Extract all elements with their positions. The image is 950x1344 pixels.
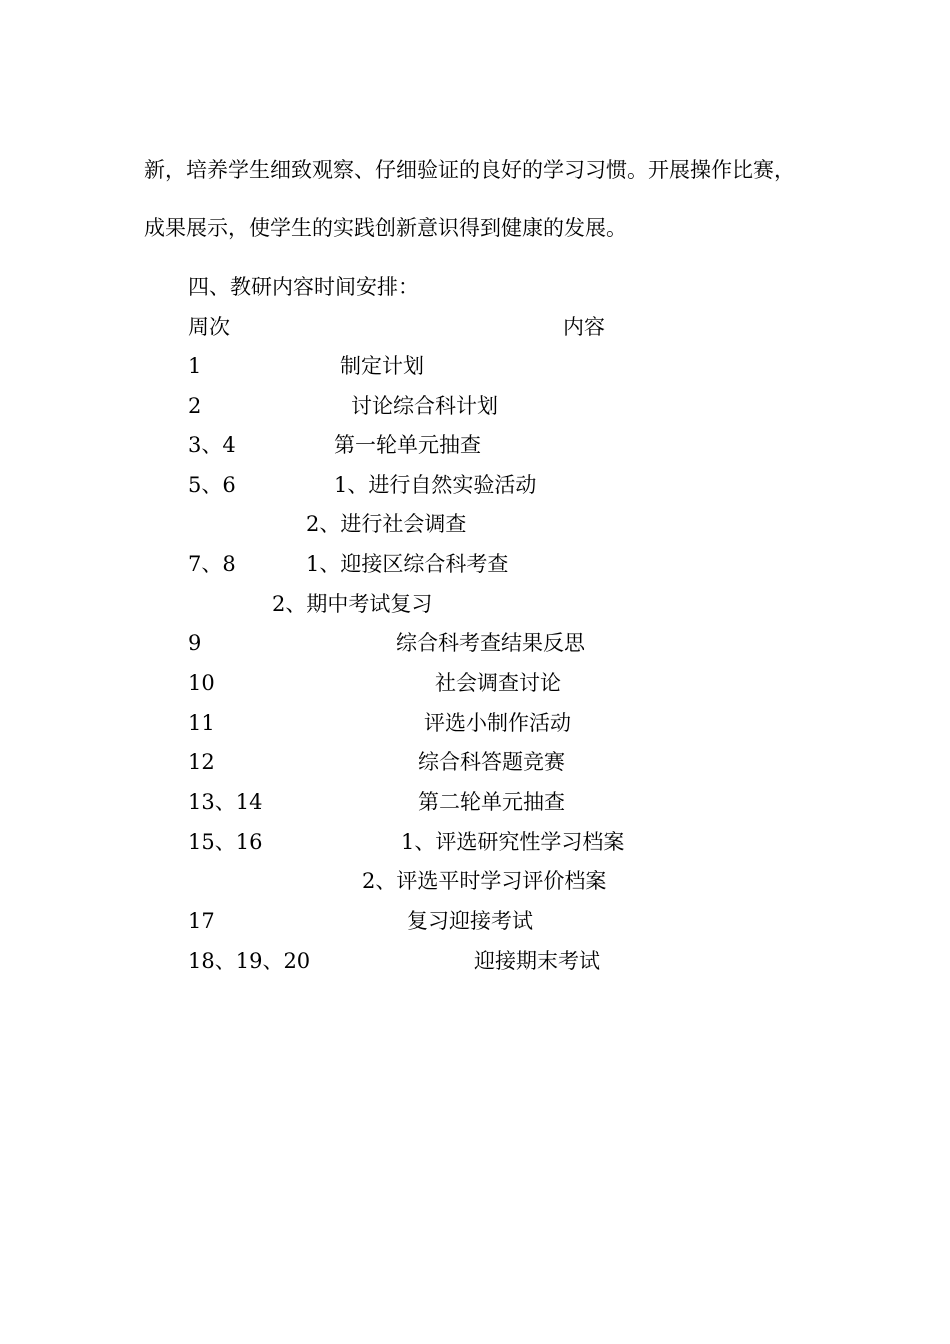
row-week: 17 bbox=[188, 909, 215, 933]
row-week: 18、19、20 bbox=[188, 949, 311, 973]
row-content: 综合科考查结果反思 bbox=[396, 631, 585, 655]
row-content: 社会调查讨论 bbox=[435, 671, 561, 695]
row-content: 1、进行自然实验活动 bbox=[334, 473, 537, 497]
row-content: 1、评选研究性学习档案 bbox=[401, 830, 625, 854]
row-content: 综合科答题竞赛 bbox=[418, 750, 565, 774]
row-week: 13、14 bbox=[188, 790, 263, 814]
row-week: 5、6 bbox=[188, 473, 236, 497]
paragraph-line-1: 新，培养学生细致观察、仔细验证的良好的学习习惯。开展操作比赛， bbox=[144, 158, 795, 182]
header-content: 内容 bbox=[563, 315, 605, 339]
row-content: 2、进行社会调查 bbox=[306, 512, 467, 536]
row-content: 迎接期末考试 bbox=[474, 949, 600, 973]
paragraph-line-2: 成果展示，使学生的实践创新意识得到健康的发展。 bbox=[144, 216, 627, 240]
row-content: 讨论综合科计划 bbox=[351, 394, 498, 418]
row-week: 7、8 bbox=[188, 552, 236, 576]
row-content: 第二轮单元抽查 bbox=[418, 790, 565, 814]
row-content: 2、期中考试复习 bbox=[272, 592, 433, 616]
row-week: 2 bbox=[188, 394, 202, 418]
row-week: 12 bbox=[188, 750, 215, 774]
row-content: 1、迎接区综合科考查 bbox=[306, 552, 509, 576]
row-week: 11 bbox=[188, 711, 215, 735]
row-week: 1 bbox=[188, 354, 202, 378]
row-content: 2、评选平时学习评价档案 bbox=[362, 869, 607, 893]
row-week: 15、16 bbox=[188, 830, 263, 854]
row-content: 第一轮单元抽查 bbox=[334, 433, 481, 457]
row-week: 3、4 bbox=[188, 433, 236, 457]
header-week: 周次 bbox=[188, 315, 230, 339]
row-content: 复习迎接考试 bbox=[407, 909, 533, 933]
row-week: 9 bbox=[188, 631, 202, 655]
row-week: 10 bbox=[188, 671, 215, 695]
row-content: 制定计划 bbox=[340, 354, 424, 378]
row-content: 评选小制作活动 bbox=[424, 711, 571, 735]
section-heading: 四、教研内容时间安排： bbox=[188, 275, 419, 299]
